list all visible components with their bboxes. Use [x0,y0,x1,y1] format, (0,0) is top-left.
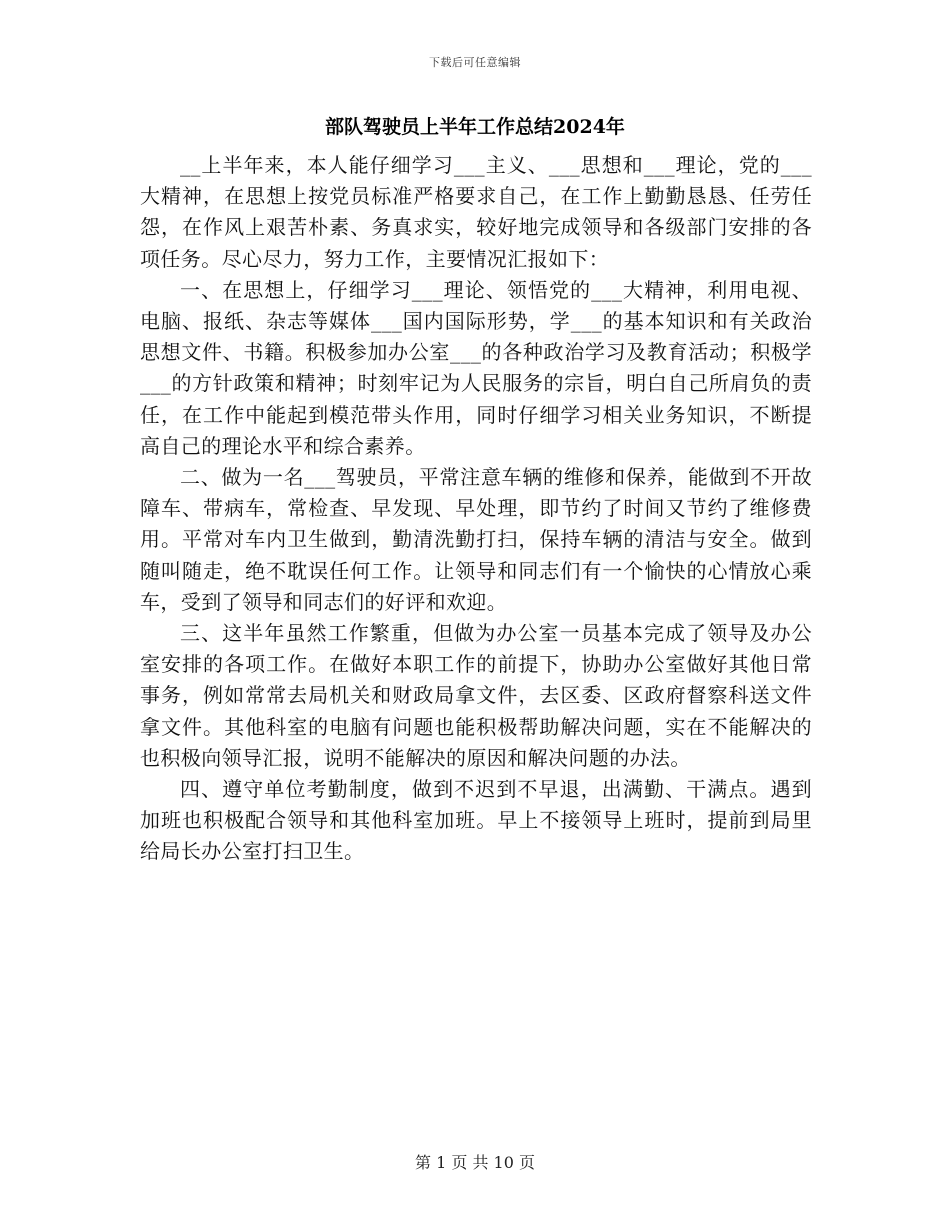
paragraph-section-1: 一、在思想上，仔细学习___理论、领悟党的___大精神，利用电视、电脑、报纸、杂志等媒体___国内国际形势，学___的基本知识和有关政治思想文件、书籍。积极参加办公室___的各种政治学习及教育活动；积极学___的方针政策和精神；时刻牢记为人民服务的宗旨，明白自己所肩负的责任，在工作中能起到模范带头作用，同时仔细学习相关业务知识，不断提高自己的理论水平和综合素养。 [140,277,812,458]
page-number: 第 1 页 共 10 页 [415,1153,535,1172]
paragraph-section-3: 三、这半年虽然工作繁重，但做为办公室一员基本完成了领导及办公室安排的各项工作。在做好本职工作的前提下，协助办公室做好其他日常事务，例如常常去局机关和财政局拿文件，去区委、区政府督察科送文件拿文件。其他科室的电脑有问题也能积极帮助解决问题，实在不能解决的也积极向领导汇报，说明不能解决的原因和解决问题的办法。 [140,621,812,770]
document-title: 部队驾驶员上半年工作总结2024年 [325,116,625,138]
paragraph-intro: __上半年来，本人能仔细学习___主义、___思想和___理论，党的___大精神，在思想上按党员标准严格要求自己，在工作上勤勤恳恳、任劳任怨，在作风上艰苦朴素、务真求实，较好地完成领导和各级部门安排的各项任务。尽心尽力，努力工作，主要情况汇报如下： [140,153,812,271]
header-note: 下载后可任意编辑 [429,56,521,69]
paragraph-section-2: 二、做为一名___驾驶员，平常注意车辆的维修和保养，能做到不开故障车、带病车，常检查、早发现、早处理，即节约了时间又节约了维修费用。平常对车内卫生做到，勤清洗勤打扫，保持车辆的清洁与安全。做到随叫随走，绝不耽误任何工作。让领导和同志们有一个愉快的心情放心乘车，受到了领导和同志们的好评和欢迎。 [140,465,812,614]
paragraph-section-4: 四、遵守单位考勤制度，做到不迟到不早退，出满勤、干满点。遇到加班也积极配合领导和其他科室加班。早上不接领导上班时，提前到局里给局长办公室打扫卫生。 [140,777,812,864]
document-body [140,150,812,868]
